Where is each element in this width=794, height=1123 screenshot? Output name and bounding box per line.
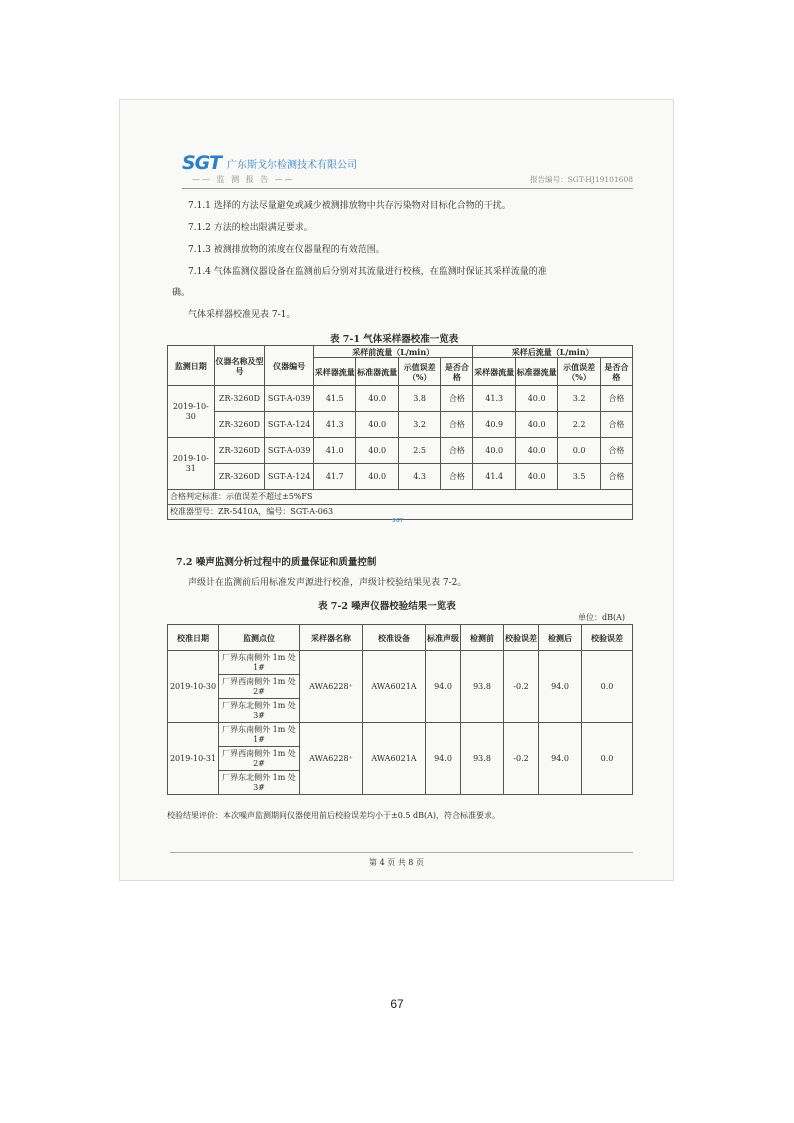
cell-value: 94.0: [539, 723, 582, 795]
th-before: 采样前流量（L/min）: [314, 346, 473, 358]
company-logo: SGT: [182, 152, 221, 174]
cell-value: 40.0: [356, 438, 398, 464]
footer-divider: [170, 852, 633, 853]
cell-value: 93.8: [461, 723, 504, 795]
noise-calibration-table: [167, 624, 633, 795]
paragraph-7-1-4: 7.1.4 气体监测仪器设备在监测前后分别对其流量进行校核，在监测时保证其采样流量的准: [188, 267, 547, 277]
cell-point: 厂界西南侧外 1m 处 2#: [219, 747, 300, 771]
th-before-pass: 是否合格: [441, 358, 473, 386]
cell-value: 93.8: [461, 651, 504, 723]
cell-point: 厂界东北侧外 1m 处 3#: [219, 699, 300, 723]
cell-value: 合格: [441, 386, 473, 412]
th-after-std: 标准器流量: [515, 358, 557, 386]
cell-point: 厂界东南侧外 1m 处 1#: [219, 723, 300, 747]
cell-value: 40.0: [515, 386, 557, 412]
report-number: 报告编号：SGT-HJ19101608: [530, 175, 633, 184]
th-date: 监测日期: [168, 346, 215, 386]
scanned-report-page: [120, 100, 673, 880]
cell-value: 合格: [600, 464, 632, 490]
table-row: [168, 438, 633, 464]
cell-value: 0.0: [582, 651, 633, 723]
document-page-number: 67: [390, 997, 404, 1011]
cell-value: 2.2: [558, 412, 600, 438]
cell-point: 厂界东北侧外 1m 处 3#: [219, 771, 300, 795]
cell-value: 3.2: [398, 412, 440, 438]
paragraph-table-ref: 气体采样器校准见表 7-1。: [188, 310, 296, 320]
cell-value: 41.5: [314, 386, 356, 412]
th-after: 采样后流量（L/min）: [473, 346, 633, 358]
cell-value: 合格: [600, 438, 632, 464]
table-row: [168, 723, 633, 747]
criterion-note: 合格判定标准：示值误差不超过±5%FS: [168, 490, 633, 505]
th-before-std: 标准器流量: [356, 358, 398, 386]
cell-value: 合格: [441, 464, 473, 490]
company-name: 广东斯戈尔检测技术有限公司: [227, 160, 357, 171]
cell-point: 厂界西南侧外 1m 处 2#: [219, 675, 300, 699]
th-before: 检测前: [461, 625, 504, 651]
cell-value: 40.0: [515, 464, 557, 490]
cell-sampler: AWA6228⁺: [300, 723, 363, 795]
cell-date: 2019-10-31: [168, 438, 215, 490]
cell-value: 0.0: [582, 723, 633, 795]
cell-value: 40.0: [473, 438, 515, 464]
report-header: [182, 152, 633, 192]
evaluation-note: 校验结果评价：本次噪声监测期间仪器使用前后校验误差均小于±0.5 dB(A)，符合标准要求。: [167, 811, 500, 820]
cell-value: 41.3: [473, 386, 515, 412]
cell-date: 2019-10-30: [168, 386, 215, 438]
cell-value: 40.0: [515, 438, 557, 464]
cell-value: 41.7: [314, 464, 356, 490]
cell-serial: SGT-A-124: [265, 464, 314, 490]
table-row: [168, 490, 633, 505]
table2-unit: 单位：dB(A): [577, 613, 625, 622]
cell-model: ZR-3260D: [214, 386, 265, 412]
cell-model: ZR-3260D: [214, 464, 265, 490]
th-err1: 校验误差: [504, 625, 539, 651]
th-after-err: 示值误差（%）: [558, 358, 600, 386]
cell-date: 2019-10-30: [168, 651, 219, 723]
calibrator-note: 校准器型号：ZR-5410A，编号：SGT-A-063: [168, 505, 633, 520]
cell-sampler: AWA6228⁺: [300, 651, 363, 723]
th-before-err: 示值误差（%）: [398, 358, 440, 386]
table-row: [168, 412, 633, 438]
cell-value: 40.0: [356, 412, 398, 438]
th-std-level: 标准声级: [426, 625, 461, 651]
section-7-2-intro: 声级计在监测前后用标准发声源进行校准，声级计校验结果见表 7-2。: [188, 578, 467, 588]
paragraph-7-1-3: 7.1.3 被测排放物的浓度在仪器量程的有效范围。: [188, 245, 385, 255]
cell-value: 40.9: [473, 412, 515, 438]
cell-device: AWA6021A: [363, 651, 426, 723]
table2-caption: 表 7-2 噪声仪器校验结果一览表: [318, 601, 456, 612]
cell-serial: SGT-A-039: [265, 386, 314, 412]
cell-value: 94.0: [426, 723, 461, 795]
cell-value: 94.0: [426, 651, 461, 723]
th-date: 校准日期: [168, 625, 219, 651]
report-page-footer: 第 4 页 共 8 页: [369, 858, 424, 867]
th-before-sampler: 采样器流量: [314, 358, 356, 386]
table1-caption: 表 7-1 气体采样器校准一览表: [330, 334, 459, 345]
table-row: [168, 651, 633, 675]
th-err2: 校验误差: [582, 625, 633, 651]
cell-serial: SGT-A-039: [265, 438, 314, 464]
table-row: [168, 386, 633, 412]
th-serial: 仪器编号: [265, 346, 314, 386]
cell-value: 40.0: [515, 412, 557, 438]
report-subtitle: —— 监 测 报 告 ——: [192, 175, 295, 184]
cell-value: 3.2: [558, 386, 600, 412]
header-divider: [182, 188, 633, 189]
th-sampler: 采样器名称: [300, 625, 363, 651]
cell-value: 40.0: [356, 464, 398, 490]
cell-point: 厂界东南侧外 1m 处 1#: [219, 651, 300, 675]
cell-model: ZR-3260D: [214, 438, 265, 464]
cell-value: -0.2: [504, 723, 539, 795]
sgt-mark: SGT: [392, 518, 404, 524]
cell-value: 94.0: [539, 651, 582, 723]
cell-value: 0.0: [558, 438, 600, 464]
cell-value: 2.5: [398, 438, 440, 464]
cell-value: 40.0: [356, 386, 398, 412]
cell-value: 合格: [600, 386, 632, 412]
cell-date: 2019-10-31: [168, 723, 219, 795]
th-device: 校准设备: [363, 625, 426, 651]
cell-serial: SGT-A-124: [265, 412, 314, 438]
cell-device: AWA6021A: [363, 723, 426, 795]
th-after-sampler: 采样器流量: [473, 358, 515, 386]
cell-value: 41.4: [473, 464, 515, 490]
th-model: 仪器名称及型号: [214, 346, 265, 386]
cell-value: 41.3: [314, 412, 356, 438]
gas-sampler-calibration-table: [167, 345, 633, 520]
cell-value: 合格: [600, 412, 632, 438]
cell-value: 41.0: [314, 438, 356, 464]
paragraph-7-1-4-cont: 确。: [172, 288, 191, 298]
cell-model: ZR-3260D: [214, 412, 265, 438]
th-after: 检测后: [539, 625, 582, 651]
cell-value: -0.2: [504, 651, 539, 723]
paragraph-7-1-1: 7.1.1 选择的方法尽量避免或减少被测排放物中共存污染物对目标化合物的干扰。: [188, 201, 511, 211]
cell-value: 4.3: [398, 464, 440, 490]
cell-value: 合格: [441, 412, 473, 438]
th-after-pass: 是否合格: [600, 358, 632, 386]
th-point: 监测点位: [219, 625, 300, 651]
section-7-2-title: 7.2 噪声监测分析过程中的质量保证和质量控制: [176, 557, 377, 568]
cell-value: 3.5: [558, 464, 600, 490]
cell-value: 3.8: [398, 386, 440, 412]
paragraph-7-1-2: 7.1.2 方法的检出限满足要求。: [188, 223, 313, 233]
cell-value: 合格: [441, 438, 473, 464]
table-row: [168, 464, 633, 490]
